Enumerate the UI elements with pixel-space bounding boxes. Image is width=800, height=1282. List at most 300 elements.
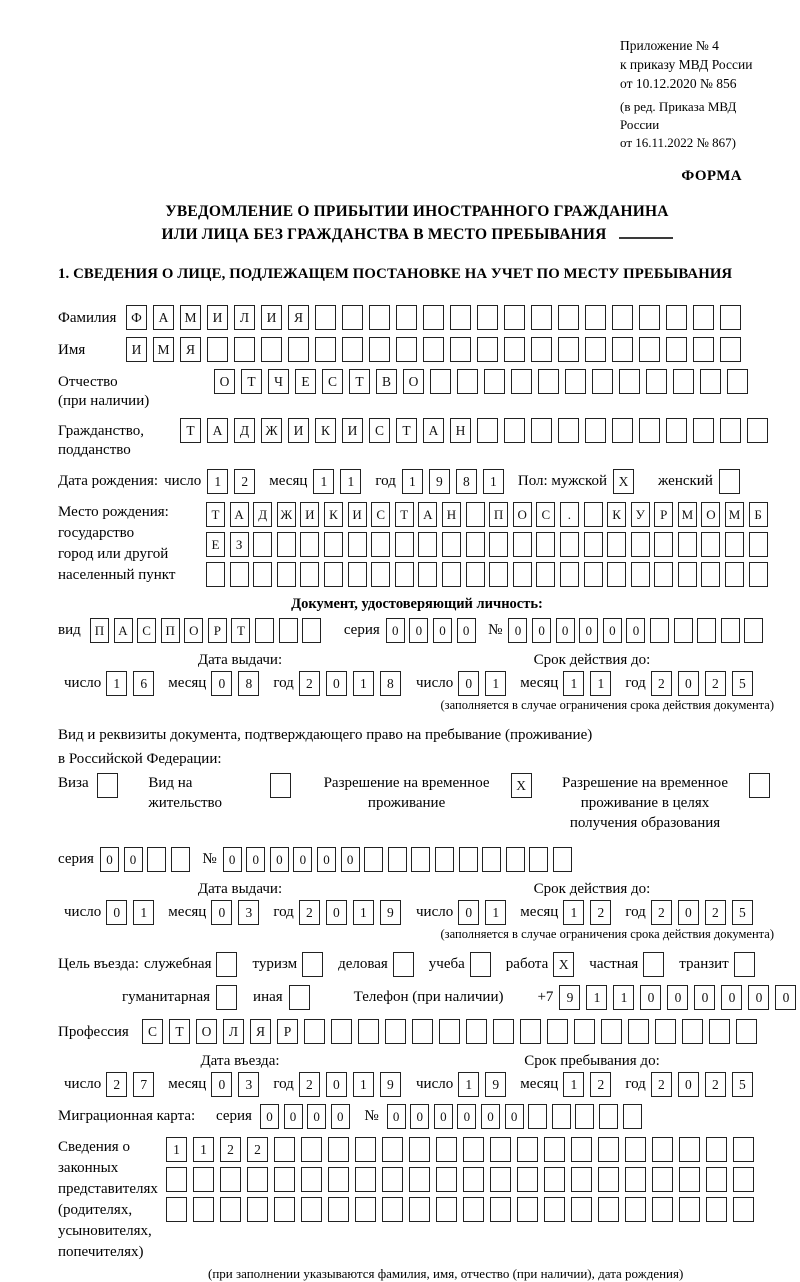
cell[interactable]: Н — [450, 418, 471, 443]
cell[interactable] — [466, 532, 485, 557]
cell[interactable] — [396, 337, 417, 362]
cell[interactable] — [504, 305, 525, 330]
cell[interactable] — [423, 337, 444, 362]
cell[interactable] — [193, 1167, 214, 1192]
cell[interactable]: Л — [234, 305, 255, 330]
cell[interactable]: 0 — [386, 618, 405, 643]
doc-valid-day-cells[interactable] — [458, 671, 512, 696]
cell[interactable]: 0 — [678, 900, 699, 925]
cell[interactable] — [639, 337, 660, 362]
doc-series-cells[interactable] — [386, 618, 480, 643]
cell[interactable] — [700, 369, 721, 394]
cell[interactable]: Т — [169, 1019, 190, 1044]
cell[interactable] — [598, 1167, 619, 1192]
cell[interactable] — [409, 1167, 430, 1192]
cell[interactable]: 8 — [238, 671, 259, 696]
cell[interactable]: М — [725, 502, 744, 527]
cell[interactable] — [395, 562, 414, 587]
cell[interactable]: 9 — [485, 1072, 506, 1097]
cell[interactable] — [654, 532, 673, 557]
cell[interactable]: 1 — [133, 900, 154, 925]
cell[interactable] — [513, 532, 532, 557]
cell[interactable]: 8 — [456, 469, 477, 494]
cell[interactable]: 9 — [380, 900, 401, 925]
cell[interactable] — [575, 1104, 594, 1129]
cell[interactable] — [584, 532, 603, 557]
cell[interactable] — [679, 1137, 700, 1162]
cell[interactable] — [504, 418, 525, 443]
cell[interactable] — [324, 562, 343, 587]
cell[interactable] — [331, 1019, 352, 1044]
cell[interactable]: 0 — [678, 1072, 699, 1097]
cell[interactable] — [274, 1197, 295, 1222]
cell[interactable] — [552, 1104, 571, 1129]
birth-month-cells[interactable] — [313, 469, 367, 494]
cell[interactable] — [457, 369, 478, 394]
cell[interactable]: . — [560, 502, 579, 527]
cell[interactable] — [324, 532, 343, 557]
cell[interactable]: 2 — [299, 1072, 320, 1097]
cell[interactable] — [369, 305, 390, 330]
cell[interactable] — [395, 532, 414, 557]
cell[interactable]: Д — [234, 418, 255, 443]
cell[interactable] — [450, 305, 471, 330]
cell[interactable] — [749, 773, 770, 798]
cell[interactable]: 0 — [284, 1104, 303, 1129]
cell[interactable]: 0 — [694, 985, 715, 1010]
edu-residence-checkbox[interactable] — [749, 773, 776, 798]
cell[interactable] — [270, 773, 291, 798]
cell[interactable] — [733, 1137, 754, 1162]
cell[interactable] — [466, 562, 485, 587]
cell[interactable]: 0 — [434, 1104, 453, 1129]
cell[interactable]: 0 — [326, 1072, 347, 1097]
cell[interactable]: Я — [288, 305, 309, 330]
cell[interactable] — [720, 418, 741, 443]
cell[interactable]: П — [489, 502, 508, 527]
cell[interactable] — [207, 337, 228, 362]
cell[interactable] — [466, 1019, 487, 1044]
cell[interactable]: 2 — [220, 1137, 241, 1162]
cell[interactable] — [734, 952, 755, 977]
cell[interactable]: 0 — [307, 1104, 326, 1129]
cell[interactable]: 1 — [166, 1137, 187, 1162]
cell[interactable]: 1 — [563, 671, 584, 696]
cell[interactable] — [544, 1197, 565, 1222]
cell[interactable] — [749, 532, 768, 557]
cell[interactable]: И — [300, 502, 319, 527]
cell[interactable] — [652, 1197, 673, 1222]
cell[interactable] — [538, 369, 559, 394]
cell[interactable] — [679, 1197, 700, 1222]
cell[interactable] — [388, 847, 407, 872]
cell[interactable] — [470, 952, 491, 977]
cell[interactable] — [348, 562, 367, 587]
cell[interactable] — [355, 1137, 376, 1162]
cell[interactable] — [528, 1104, 547, 1129]
cell[interactable]: 0 — [532, 618, 551, 643]
purpose-private-checkbox[interactable] — [643, 952, 670, 977]
cell[interactable]: Я — [180, 337, 201, 362]
cell[interactable]: 1 — [586, 985, 607, 1010]
cell[interactable]: 1 — [313, 469, 334, 494]
cell[interactable] — [697, 618, 716, 643]
visa-checkbox[interactable] — [97, 773, 124, 798]
cell[interactable] — [749, 562, 768, 587]
cell[interactable]: 1 — [563, 900, 584, 925]
cell[interactable] — [682, 1019, 703, 1044]
cell[interactable] — [646, 369, 667, 394]
cell[interactable]: X — [613, 469, 634, 494]
cell[interactable] — [355, 1167, 376, 1192]
birthplace-cells-row3[interactable] — [206, 562, 772, 587]
cell[interactable] — [678, 562, 697, 587]
cell[interactable] — [411, 847, 430, 872]
cell[interactable] — [571, 1167, 592, 1192]
cell[interactable]: О — [513, 502, 532, 527]
cell[interactable] — [369, 337, 390, 362]
cell[interactable] — [693, 337, 714, 362]
cell[interactable] — [584, 502, 603, 527]
cell[interactable] — [371, 562, 390, 587]
cell[interactable] — [612, 418, 633, 443]
cell[interactable] — [439, 1019, 460, 1044]
cell[interactable]: Л — [223, 1019, 244, 1044]
cell[interactable] — [300, 562, 319, 587]
cell[interactable] — [612, 337, 633, 362]
cell[interactable] — [547, 1019, 568, 1044]
cell[interactable] — [385, 1019, 406, 1044]
cell[interactable] — [544, 1137, 565, 1162]
cell[interactable] — [288, 337, 309, 362]
cell[interactable] — [719, 469, 740, 494]
residence-series-cells[interactable] — [100, 847, 194, 872]
doc-valid-month-cells[interactable] — [563, 671, 617, 696]
cell[interactable]: 9 — [559, 985, 580, 1010]
cell[interactable]: А — [418, 502, 437, 527]
cell[interactable] — [727, 369, 748, 394]
cell[interactable] — [673, 369, 694, 394]
cell[interactable]: Ж — [261, 418, 282, 443]
cell[interactable] — [493, 1019, 514, 1044]
cell[interactable]: 1 — [458, 1072, 479, 1097]
cell[interactable]: 6 — [133, 671, 154, 696]
cell[interactable] — [601, 1019, 622, 1044]
cell[interactable] — [558, 418, 579, 443]
cell[interactable] — [466, 502, 485, 527]
cell[interactable]: 0 — [457, 1104, 476, 1129]
cell[interactable] — [304, 1019, 325, 1044]
cell[interactable]: И — [348, 502, 367, 527]
cell[interactable] — [277, 562, 296, 587]
cell[interactable]: 0 — [260, 1104, 279, 1129]
cell[interactable]: 2 — [590, 1072, 611, 1097]
cell[interactable] — [247, 1167, 268, 1192]
cell[interactable] — [650, 618, 669, 643]
cell[interactable]: Т — [395, 502, 414, 527]
cell[interactable] — [382, 1137, 403, 1162]
cell[interactable] — [666, 418, 687, 443]
cell[interactable]: X — [511, 773, 532, 798]
cell[interactable] — [371, 532, 390, 557]
cell[interactable]: 0 — [211, 671, 232, 696]
residence-valid-year-cells[interactable] — [651, 900, 759, 925]
cell[interactable] — [666, 305, 687, 330]
cell[interactable]: 0 — [626, 618, 645, 643]
cell[interactable]: 1 — [353, 671, 374, 696]
cell[interactable]: 0 — [667, 985, 688, 1010]
cell[interactable]: 2 — [106, 1072, 127, 1097]
purpose-official-checkbox[interactable] — [216, 952, 243, 977]
cell[interactable]: 2 — [651, 671, 672, 696]
cell[interactable]: 0 — [458, 671, 479, 696]
purpose-humanitarian-checkbox[interactable] — [216, 985, 243, 1010]
cell[interactable] — [599, 1104, 618, 1129]
cell[interactable]: У — [631, 502, 650, 527]
cell[interactable]: 2 — [247, 1137, 268, 1162]
cell[interactable] — [342, 305, 363, 330]
cell[interactable] — [193, 1197, 214, 1222]
cell[interactable] — [328, 1197, 349, 1222]
citizenship-cells[interactable] — [180, 418, 774, 443]
cell[interactable] — [206, 562, 225, 587]
cell[interactable]: 0 — [640, 985, 661, 1010]
mc-number-cells[interactable] — [387, 1104, 647, 1129]
cell[interactable]: 8 — [380, 671, 401, 696]
cell[interactable]: 0 — [508, 618, 527, 643]
profession-cells[interactable] — [142, 1019, 763, 1044]
temp-residence-checkbox[interactable] — [511, 773, 538, 798]
cell[interactable] — [623, 1104, 642, 1129]
cell[interactable]: Б — [749, 502, 768, 527]
cell[interactable]: 5 — [732, 900, 753, 925]
stay-year-cells[interactable] — [651, 1072, 759, 1097]
cell[interactable] — [725, 562, 744, 587]
cell[interactable] — [666, 337, 687, 362]
cell[interactable]: М — [678, 502, 697, 527]
cell[interactable]: 2 — [234, 469, 255, 494]
purpose-transit-checkbox[interactable] — [734, 952, 761, 977]
cell[interactable] — [585, 418, 606, 443]
sex-female-checkbox[interactable] — [719, 469, 746, 494]
cell[interactable]: 3 — [238, 1072, 259, 1097]
cell[interactable]: З — [230, 532, 249, 557]
cell[interactable]: Я — [250, 1019, 271, 1044]
cell[interactable] — [584, 562, 603, 587]
cell[interactable] — [725, 532, 744, 557]
cell[interactable]: 0 — [457, 618, 476, 643]
doc-number-cells[interactable] — [508, 618, 768, 643]
cell[interactable]: 0 — [505, 1104, 524, 1129]
cell[interactable]: 0 — [331, 1104, 350, 1129]
cell[interactable]: 2 — [705, 1072, 726, 1097]
cell[interactable]: К — [315, 418, 336, 443]
purpose-work-checkbox[interactable] — [553, 952, 580, 977]
cell[interactable]: 0 — [326, 900, 347, 925]
purpose-study-checkbox[interactable] — [470, 952, 497, 977]
cell[interactable] — [261, 337, 282, 362]
cell[interactable]: 0 — [100, 847, 119, 872]
cell[interactable]: 2 — [651, 1072, 672, 1097]
cell[interactable] — [315, 305, 336, 330]
cell[interactable] — [364, 847, 383, 872]
cell[interactable]: С — [536, 502, 555, 527]
cell[interactable] — [720, 337, 741, 362]
cell[interactable]: Н — [442, 502, 461, 527]
cell[interactable] — [442, 532, 461, 557]
mc-series-cells[interactable] — [260, 1104, 354, 1129]
cell[interactable]: 1 — [402, 469, 423, 494]
cell[interactable]: 0 — [326, 671, 347, 696]
cell[interactable] — [571, 1197, 592, 1222]
cell[interactable] — [693, 418, 714, 443]
cell[interactable]: 2 — [299, 671, 320, 696]
cell[interactable]: 1 — [483, 469, 504, 494]
cell[interactable] — [517, 1137, 538, 1162]
entry-day-cells[interactable] — [106, 1072, 160, 1097]
cell[interactable]: 0 — [106, 900, 127, 925]
doc-type-cells[interactable] — [90, 618, 326, 643]
cell[interactable] — [607, 532, 626, 557]
cell[interactable]: 0 — [775, 985, 796, 1010]
cell[interactable]: 0 — [556, 618, 575, 643]
residence-issue-month-cells[interactable] — [211, 900, 265, 925]
cell[interactable]: 0 — [124, 847, 143, 872]
cell[interactable]: 0 — [410, 1104, 429, 1129]
cell[interactable]: 1 — [485, 671, 506, 696]
cell[interactable]: Т — [349, 369, 370, 394]
cell[interactable] — [536, 562, 555, 587]
cell[interactable] — [674, 618, 693, 643]
cell[interactable]: О — [403, 369, 424, 394]
cell[interactable] — [477, 305, 498, 330]
stay-day-cells[interactable] — [458, 1072, 512, 1097]
cell[interactable]: А — [230, 502, 249, 527]
cell[interactable] — [565, 369, 586, 394]
cell[interactable] — [396, 305, 417, 330]
cell[interactable]: 0 — [387, 1104, 406, 1129]
cell[interactable]: Т — [231, 618, 250, 643]
cell[interactable] — [418, 562, 437, 587]
cell[interactable] — [216, 952, 237, 977]
cell[interactable] — [97, 773, 118, 798]
birth-year-cells[interactable] — [402, 469, 510, 494]
cell[interactable] — [574, 1019, 595, 1044]
cell[interactable]: 0 — [341, 847, 360, 872]
cell[interactable] — [631, 562, 650, 587]
cell[interactable] — [247, 1197, 268, 1222]
cell[interactable]: Ф — [126, 305, 147, 330]
representatives-cells-row2[interactable] — [166, 1167, 760, 1192]
cell[interactable]: 5 — [732, 671, 753, 696]
cell[interactable]: С — [369, 418, 390, 443]
cell[interactable] — [544, 1167, 565, 1192]
doc-issue-year-cells[interactable] — [299, 671, 407, 696]
cell[interactable] — [484, 369, 505, 394]
patronymic-cells[interactable] — [214, 369, 754, 394]
cell[interactable]: 1 — [353, 900, 374, 925]
cell[interactable]: 2 — [590, 900, 611, 925]
cell[interactable] — [348, 532, 367, 557]
cell[interactable]: С — [322, 369, 343, 394]
cell[interactable] — [300, 532, 319, 557]
cell[interactable] — [274, 1137, 295, 1162]
stay-month-cells[interactable] — [563, 1072, 617, 1097]
cell[interactable] — [301, 1137, 322, 1162]
cell[interactable]: 2 — [299, 900, 320, 925]
cell[interactable]: 1 — [613, 985, 634, 1010]
cell[interactable] — [553, 847, 572, 872]
residence-number-cells[interactable] — [223, 847, 577, 872]
cell[interactable] — [358, 1019, 379, 1044]
entry-year-cells[interactable] — [299, 1072, 407, 1097]
cell[interactable] — [171, 847, 190, 872]
cell[interactable] — [558, 337, 579, 362]
cell[interactable] — [463, 1137, 484, 1162]
cell[interactable]: И — [207, 305, 228, 330]
cell[interactable] — [477, 418, 498, 443]
cell[interactable]: П — [161, 618, 180, 643]
cell[interactable] — [302, 618, 321, 643]
cell[interactable] — [234, 337, 255, 362]
cell[interactable] — [430, 369, 451, 394]
cell[interactable] — [598, 1197, 619, 1222]
cell[interactable] — [393, 952, 414, 977]
cell[interactable]: 2 — [705, 900, 726, 925]
cell[interactable]: 9 — [380, 1072, 401, 1097]
cell[interactable] — [279, 618, 298, 643]
cell[interactable] — [166, 1167, 187, 1192]
cell[interactable]: 5 — [732, 1072, 753, 1097]
cell[interactable] — [693, 305, 714, 330]
residence-issue-year-cells[interactable] — [299, 900, 407, 925]
cell[interactable]: 0 — [678, 671, 699, 696]
cell[interactable]: 2 — [705, 671, 726, 696]
doc-valid-year-cells[interactable] — [651, 671, 759, 696]
cell[interactable] — [536, 532, 555, 557]
cell[interactable] — [409, 1137, 430, 1162]
cell[interactable] — [315, 337, 336, 362]
cell[interactable] — [511, 369, 532, 394]
cell[interactable]: О — [701, 502, 720, 527]
cell[interactable] — [625, 1137, 646, 1162]
cell[interactable] — [654, 562, 673, 587]
cell[interactable] — [253, 562, 272, 587]
cell[interactable] — [643, 952, 664, 977]
cell[interactable]: И — [342, 418, 363, 443]
cell[interactable] — [166, 1197, 187, 1222]
representatives-cells-row1[interactable] — [166, 1137, 760, 1162]
cell[interactable] — [598, 1137, 619, 1162]
cell[interactable]: 0 — [246, 847, 265, 872]
cell[interactable] — [489, 532, 508, 557]
cell[interactable]: 0 — [317, 847, 336, 872]
cell[interactable] — [253, 532, 272, 557]
cell[interactable]: С — [371, 502, 390, 527]
cell[interactable] — [706, 1167, 727, 1192]
cell[interactable] — [423, 305, 444, 330]
cell[interactable] — [531, 305, 552, 330]
cell[interactable]: 0 — [603, 618, 622, 643]
cell[interactable] — [625, 1197, 646, 1222]
cell[interactable]: 0 — [579, 618, 598, 643]
cell[interactable] — [733, 1197, 754, 1222]
cell[interactable]: Д — [253, 502, 272, 527]
cell[interactable]: Т — [241, 369, 262, 394]
cell[interactable] — [490, 1137, 511, 1162]
cell[interactable] — [709, 1019, 730, 1044]
cell[interactable] — [435, 847, 454, 872]
